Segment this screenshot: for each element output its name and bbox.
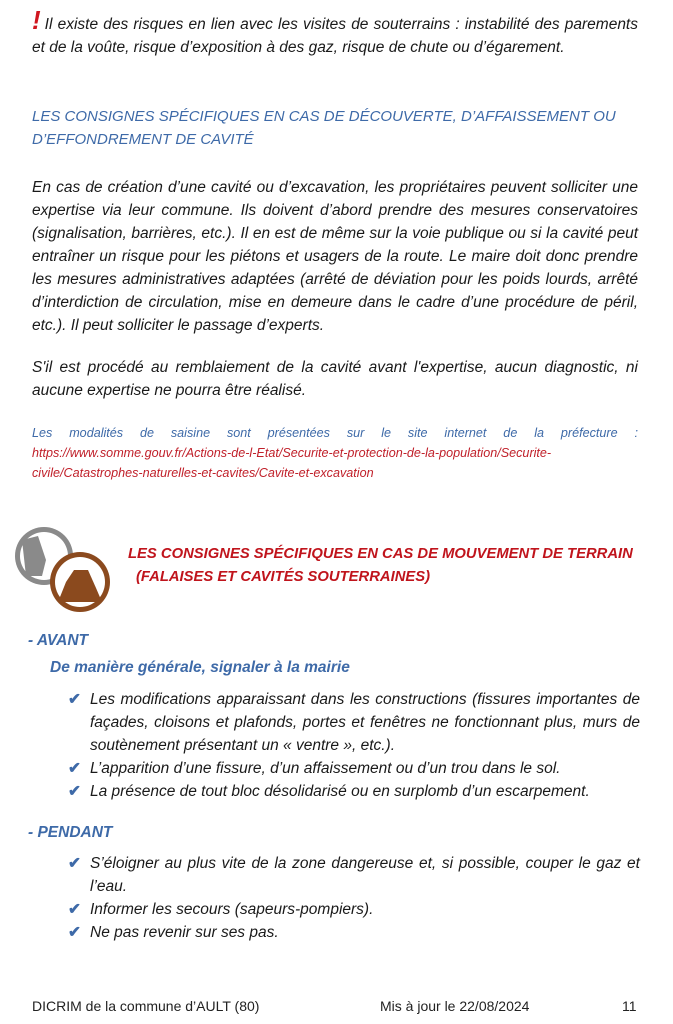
prefecture-link[interactable]: https://www.somme.gouv.fr/Actions-de-l-Etat/Securite-et-protection-de-la-population/Securite-civile/Catastrophes-naturelles-et-cavites/Cavite-et-excavation bbox=[32, 446, 552, 480]
list-item: ✔ La présence de tout bloc désolidarisé ou en surplomb d’un escarpement. bbox=[68, 780, 640, 803]
section-heading-landslide bbox=[128, 543, 648, 589]
general-label: De manière générale, signaler à la mairie bbox=[50, 659, 350, 676]
section-heading-cavity: LES CONSIGNES SPÉCIFIQUES EN CAS DE DÉCOUVERTE, D’AFFAISSEMENT OU D’EFFONDREMENT DE CAVITÉ bbox=[32, 108, 616, 148]
footer-page-number: 11 bbox=[622, 998, 637, 1014]
list-item: ✔ Ne pas revenir sur ses pas. bbox=[68, 921, 640, 944]
check-icon: ✔ bbox=[68, 901, 81, 918]
pendant-list bbox=[68, 852, 640, 944]
landslide-icon bbox=[50, 552, 110, 612]
prefecture-note bbox=[32, 423, 638, 483]
pendant-label: - PENDANT bbox=[28, 824, 113, 841]
paragraph-cavity-expertise: En cas de création d’une cavité ou d’excavation, les propriétaires peuvent solliciter une expertise via leur commune. Ils doivent d’abord prendre des mesures conservatoires (signalisation, barrières, etc.). Il en est de même sur la voie publique ou si la cavité peut entraîner un risque pour les piétons et usagers de la route. Le maire doit donc prendre les mesures administratives adaptées (arrêté de déviation pour les poids lourds, arrêté d’interdiction de circulation, mise en demeure dans le cadre d’une procédure de péril, etc.). Il peut solliciter le passage d’experts. bbox=[32, 179, 638, 334]
risk-icons bbox=[8, 526, 118, 616]
check-icon: ✔ bbox=[68, 760, 81, 777]
footer-update-date: Mis à jour le 22/08/2024 bbox=[380, 998, 530, 1014]
list-item: ✔ S’éloigner au plus vite de la zone dangereuse et, si possible, couper le gaz et l’eau. bbox=[68, 852, 640, 898]
list-item: ✔ L’apparition d’une fissure, d’un affaissement ou d’un trou dans le sol. bbox=[68, 757, 640, 780]
avant-list bbox=[68, 688, 640, 803]
check-icon: ✔ bbox=[68, 924, 81, 941]
section-heading-line1: LES CONSIGNES SPÉCIFIQUES EN CAS DE MOUVEMENT DE TERRAIN bbox=[128, 546, 633, 562]
warning-icon: ! bbox=[32, 5, 41, 35]
prefecture-note-label: Les modalités de saisine sont présentées sur le site internet de la préfecture : bbox=[32, 426, 638, 440]
warning-text: Il existe des risques en lien avec les visites de souterrains : instabilité des parements et de la voûte, risque d’exposition à des gaz, risque de chute ou d’égarement. bbox=[32, 16, 638, 56]
avant-label: - AVANT bbox=[28, 632, 88, 649]
warning-paragraph bbox=[32, 5, 638, 59]
section-heading-line2: (FALAISES ET CAVITÉS SOUTERRAINES) bbox=[136, 569, 431, 585]
list-item: ✔ Les modifications apparaissant dans les constructions (fissures importantes de façades, cloisons et plafonds, portes et fenêtres ne fonctionnant plus, murs de soutènement présentant un « ventre », etc.). bbox=[68, 688, 640, 757]
check-icon: ✔ bbox=[68, 783, 81, 800]
check-icon: ✔ bbox=[68, 855, 81, 872]
check-icon: ✔ bbox=[68, 691, 81, 708]
list-item: ✔ Informer les secours (sapeurs-pompiers). bbox=[68, 898, 640, 921]
paragraph-backfill: S'il est procédé au remblaiement de la cavité avant l'expertise, aucun diagnostic, ni aucune expertise ne pourra être réalisé. bbox=[32, 359, 638, 399]
footer-document-title: DICRIM de la commune d’AULT (80) bbox=[32, 998, 260, 1014]
